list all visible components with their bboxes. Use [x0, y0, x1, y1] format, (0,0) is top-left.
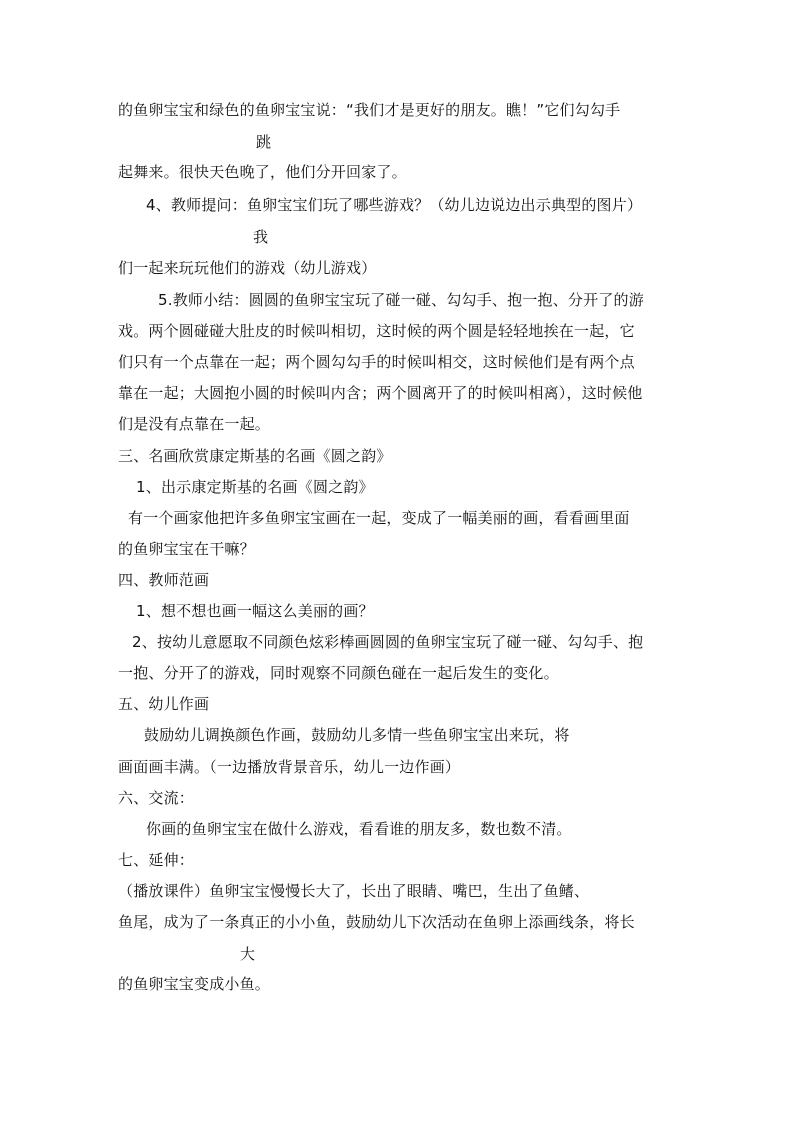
text-line: 戏。两个圆碰碰大肚皮的时候叫相切，这时候的两个圆是轻轻地挨在一起，它	[118, 322, 635, 340]
text-line: 1、想不想也画一幅这么美丽的画？	[136, 602, 374, 620]
text-line: 2、按幼儿意愿取不同颜色炫彩棒画圆圆的鱼卵宝宝玩了碰一碰、勾勾手、抱	[132, 633, 644, 651]
text-line: 的鱼卵宝宝和绿色的鱼卵宝宝说：“我们才是更好的朋友。瞧！”它们勾勾手	[118, 101, 621, 119]
text-line: 一抱、分开了的游戏，同时观察不同颜色碰在一起后发生的变化。	[118, 664, 559, 682]
text-line: （播放课件）鱼卵宝宝慢慢长大了，长出了眼睛、嘴巴，生出了鱼鳍、	[118, 882, 590, 900]
text-line: 鱼尾，成为了一条真正的小小鱼，鼓励幼儿下次活动在鱼卵上添画线条，将长	[118, 913, 635, 931]
text-line: 4、教师提问：鱼卵宝宝们玩了哪些游戏？（幼儿边说边出示典型的图片）	[146, 196, 643, 214]
text-line: 有一个画家他把许多鱼卵宝宝画在一起，变成了一幅美丽的画，看看画里面	[128, 509, 630, 527]
text-line: 5.教师小结：圆圆的鱼卵宝宝玩了碰一碰、勾勾手、抱一抱、分开了的游	[158, 291, 644, 309]
section-heading: 三、名画欣赏康定斯基的名画《圆之韵》	[118, 447, 392, 465]
text-line: 鼓励幼儿调换颜色作画，鼓励幼儿多情一些鱼卵宝宝出来玩，将	[144, 726, 570, 744]
text-line: 们只有一个点靠在一起；两个圆勾勾手的时候叫相交，这时候他们是有两个点	[118, 353, 635, 371]
text-line: 们一起来玩玩他们的游戏（幼儿游戏）	[118, 259, 377, 277]
section-heading: 五、幼儿作画	[118, 695, 210, 713]
text-line: 大	[240, 945, 256, 963]
text-line: 的鱼卵宝宝变成小鱼。	[118, 975, 271, 993]
text-line: 1、出示康定斯基的名画《圆之韵》	[136, 478, 374, 496]
section-heading: 四、教师范画	[118, 571, 210, 589]
text-line: 我	[253, 228, 269, 246]
text-line: 们是没有点靠在一起。	[118, 415, 271, 433]
section-heading: 七、延伸：	[118, 851, 195, 869]
section-heading: 六、交流：	[118, 789, 195, 807]
text-line: 跳	[256, 133, 272, 151]
text-line: 的鱼卵宝宝在干嘛？	[118, 540, 255, 558]
text-line: 靠在一起；大圆抱小圆的时候叫内含；两个圆离开了的时候叫相离），这时候他	[118, 384, 643, 402]
text-line: 你画的鱼卵宝宝在做什么游戏，看看谁的朋友多，数也数不清。	[146, 820, 572, 838]
text-line: 起舞来。很快天色晚了，他们分开回家了。	[118, 163, 407, 181]
text-line: 画面画丰满。（一边播放背景音乐，幼儿一边作画）	[118, 758, 461, 776]
